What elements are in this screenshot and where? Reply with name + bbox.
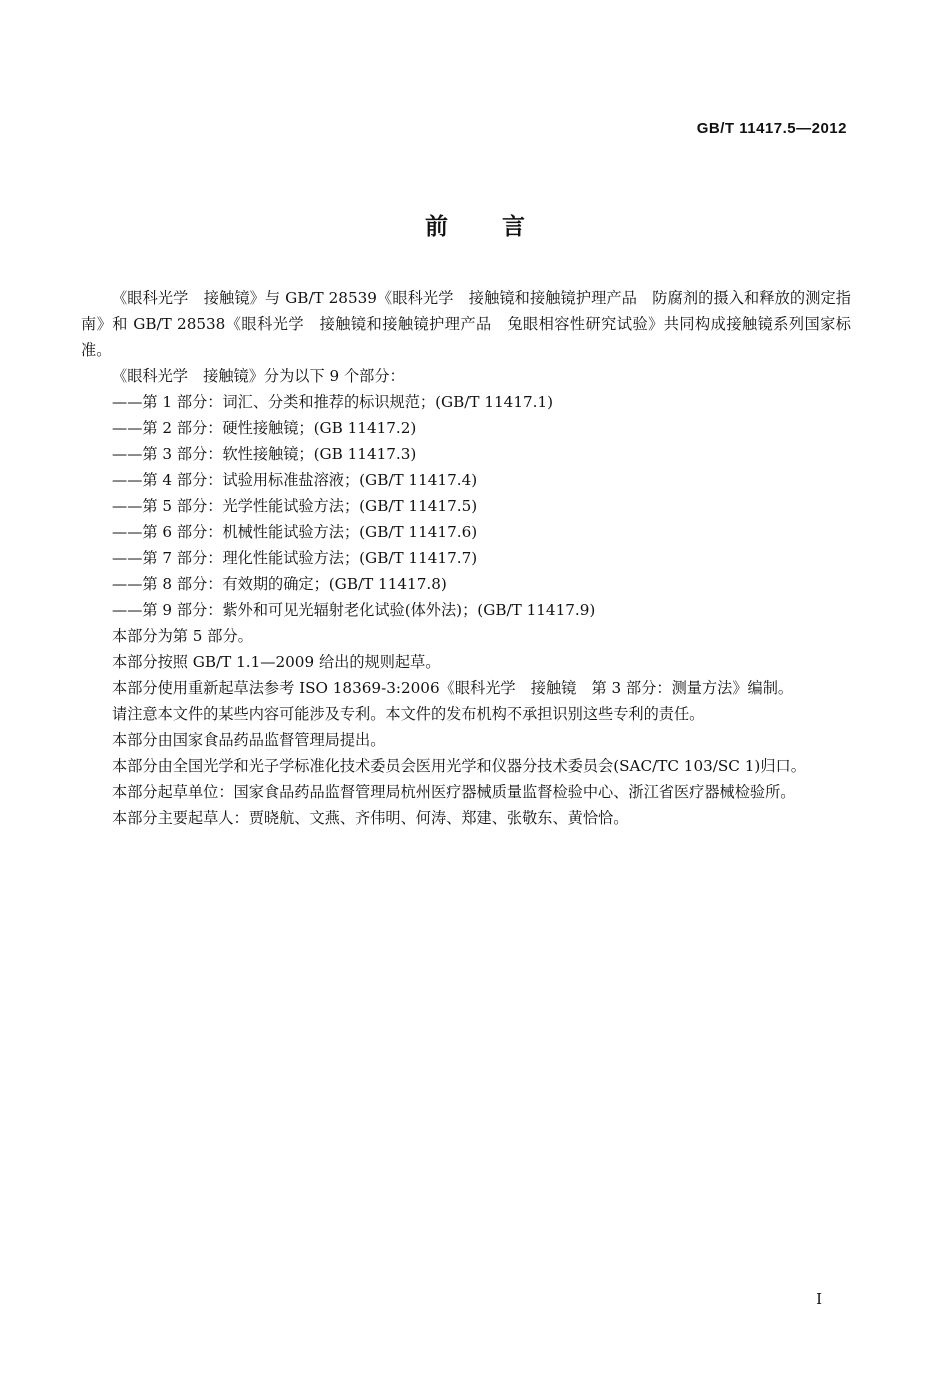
jurisdiction-paragraph: 本部分由全国光学和光子学标准化技术委员会医用光学和仪器分技术委员会(SAC/TC 103/SC 1)归口。 <box>112 757 806 775</box>
page-title: 前言 <box>425 214 579 240</box>
list-item: ——第 8 部分：有效期的确定；(GB/T 11417.8) <box>112 575 447 593</box>
drafters-paragraph: 本部分主要起草人：贾晓航、文燕、齐伟明、何涛、郑建、张敬东、黄恰恰。 <box>112 809 629 827</box>
drafting-rules-paragraph: 本部分按照 GB/T 1.1—2009 给出的规则起草。 <box>112 653 441 671</box>
parts-intro-paragraph: 《眼科光学 接触镜》分为以下 9 个部分： <box>112 367 405 385</box>
proposed-by-paragraph: 本部分由国家食品药品监督管理局提出。 <box>112 731 386 749</box>
preface-body <box>81 285 851 831</box>
list-item: ——第 9 部分：紫外和可见光辐射老化试验(体外法)；(GB/T 11417.9) <box>112 601 596 619</box>
this-part-paragraph: 本部分为第 5 部分。 <box>112 627 253 645</box>
list-item: ——第 3 部分：软性接触镜；(GB 11417.3) <box>112 445 417 463</box>
list-item: ——第 5 部分：光学性能试验方法；(GB/T 11417.5) <box>112 497 478 515</box>
redrafting-paragraph: 本部分使用重新起草法参考 ISO 18369-3:2006《眼科光学 接触镜 第 3 部分：测量方法》编制。 <box>112 679 794 697</box>
drafting-units-paragraph: 本部分起草单位：国家食品药品监督管理局杭州医疗器械质量监督检验中心、浙江省医疗器械检验所。 <box>112 783 796 801</box>
list-item: ——第 6 部分：机械性能试验方法；(GB/T 11417.6) <box>112 523 478 541</box>
intro-paragraph: 《眼科光学 接触镜》与 GB/T 28539《眼科光学 接触镜和接触镜护理产品 防腐剂的摄入和释放的测定指南》和 GB/T 28538《眼科光学 接触镜和接触镜护理产品 兔眼相容性研究试验》共同构成接触镜系列国家标准。 <box>81 289 851 359</box>
list-item: ——第 2 部分：硬性接触镜；(GB 11417.2) <box>112 419 417 437</box>
standard-number: GB/T 11417.5—2012 <box>696 120 847 137</box>
list-item: ——第 4 部分：试验用标准盐溶液；(GB/T 11417.4) <box>112 471 478 489</box>
page-number: I <box>816 1290 822 1308</box>
list-item: ——第 1 部分：词汇、分类和推荐的标识规范；(GB/T 11417.1) <box>112 393 554 411</box>
patent-notice-paragraph: 请注意本文件的某些内容可能涉及专利。本文件的发布机构不承担识别这些专利的责任。 <box>112 705 705 723</box>
list-item: ——第 7 部分：理化性能试验方法；(GB/T 11417.7) <box>112 549 478 567</box>
